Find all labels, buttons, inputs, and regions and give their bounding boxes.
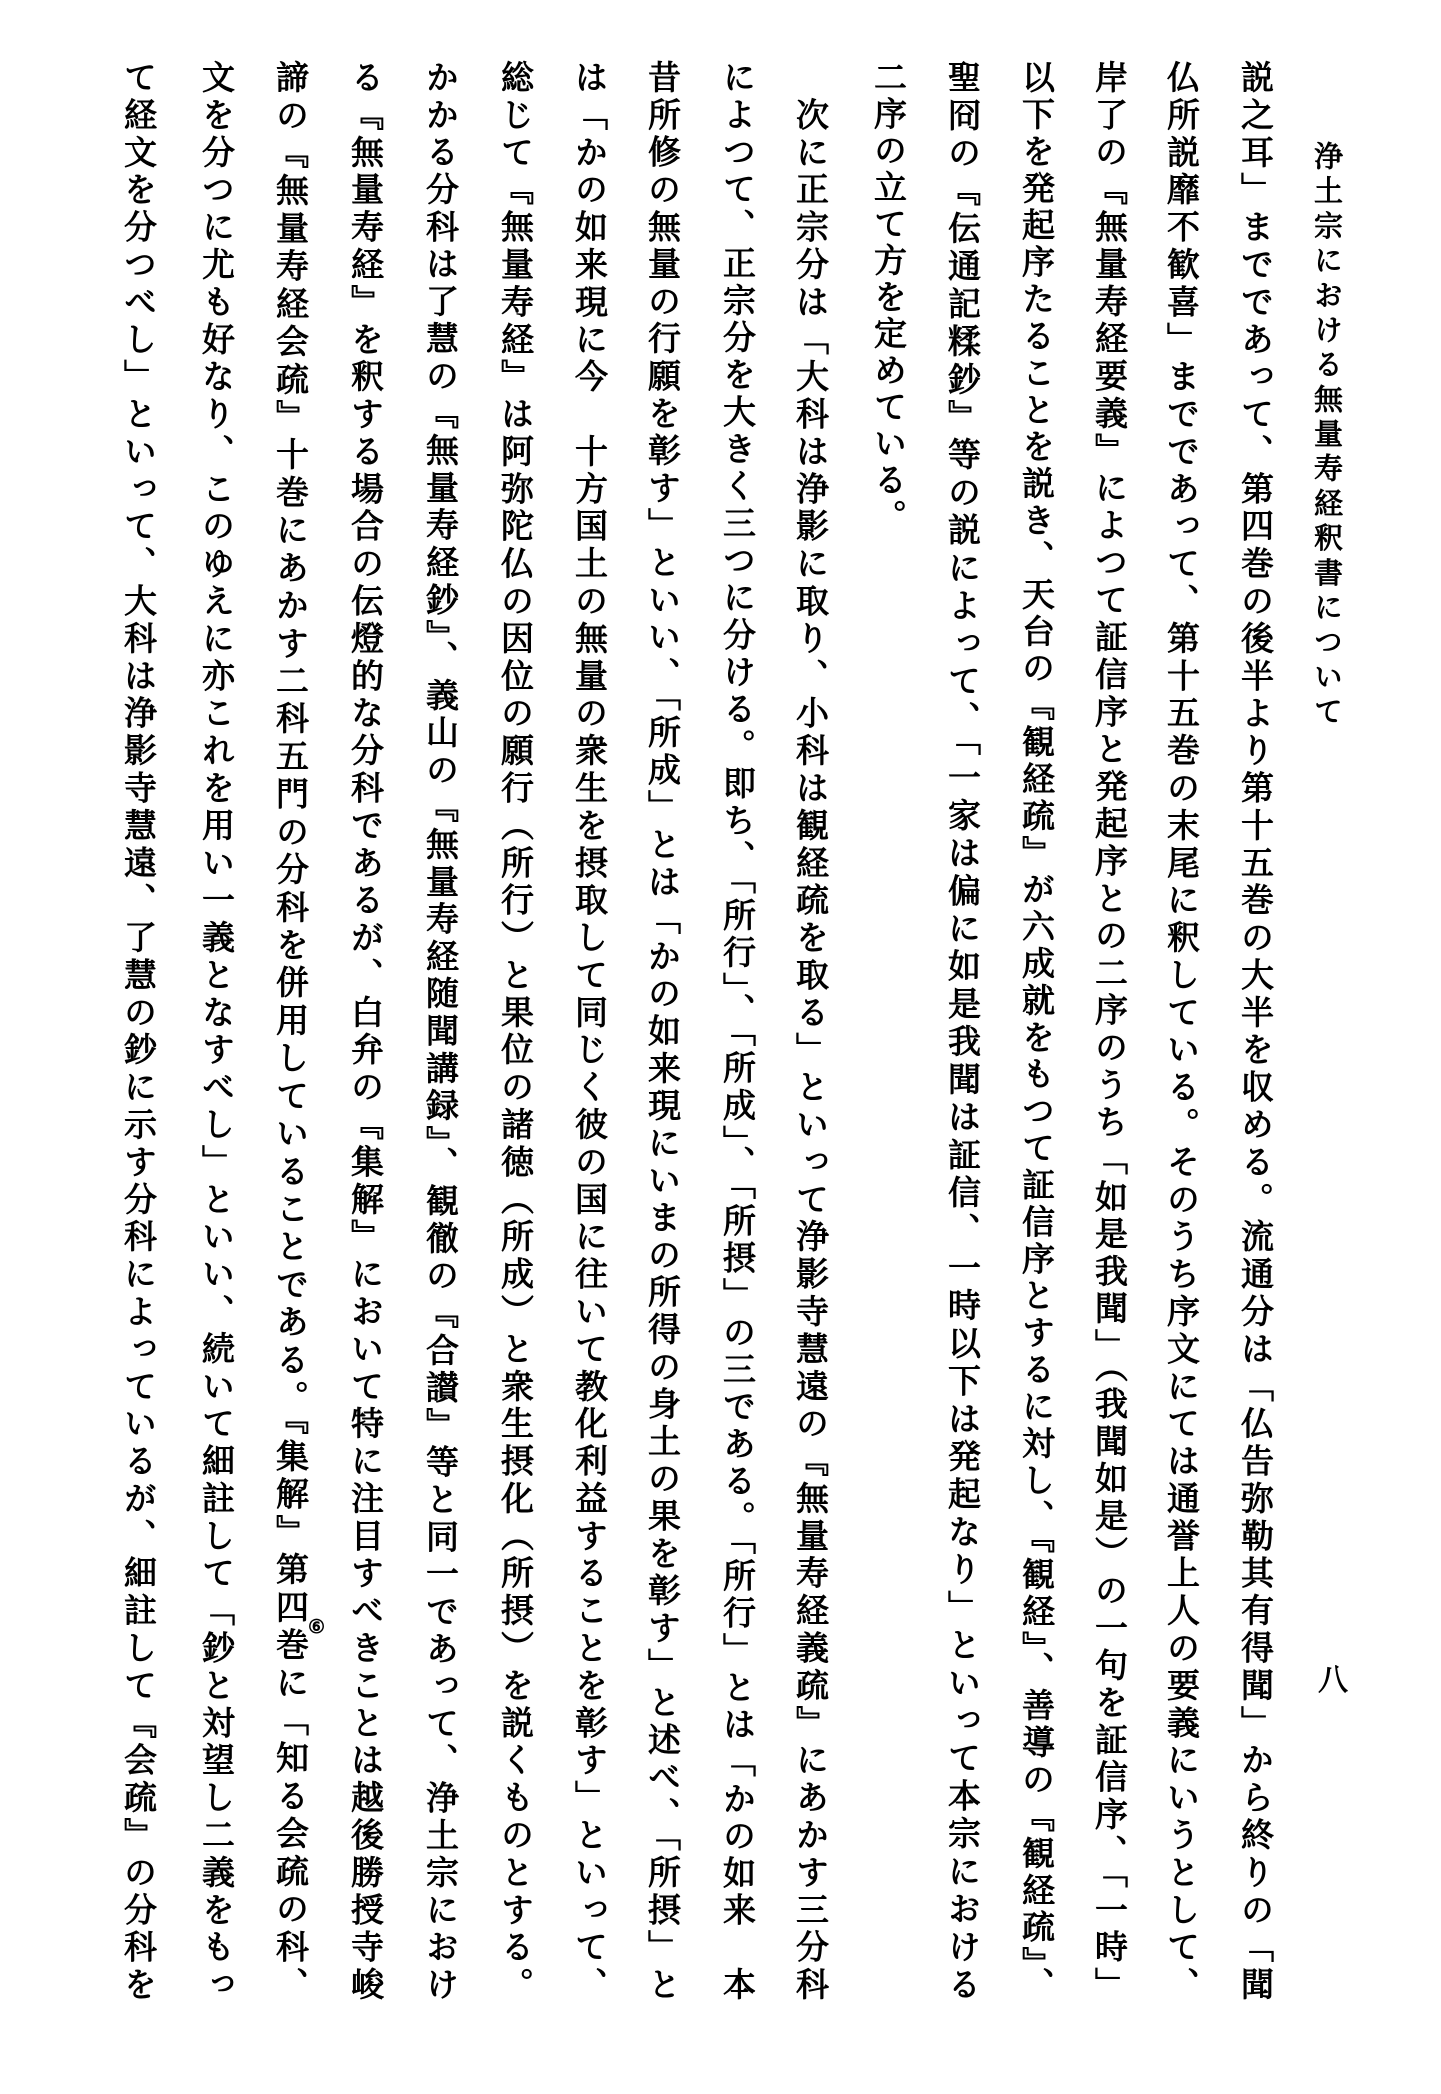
text-column-11: 総じて『無量寿経』は阿弥陀仏の因位の願行（所行）と果位の諸徳（所成）と衆生摂化（所摂）を説くものとする。 xyxy=(496,60,535,2000)
text-column-1: 説之耳」までであって、第四巻の後半より第十五巻の大半を収める。流通分は「仏告弥勒其有得聞」から終りの「聞 xyxy=(1236,60,1275,2001)
text-column-13: る『無量寿経』を釈する場合の伝燈的な分科であるが、白弁の『集解』において特に注目すべきことは越後勝授寺峻 xyxy=(346,60,385,2000)
text-column-4: 以下を発起序たることを説き、天台の『観経疏』が六成就をもつて証信序とするに対し、『観経』、善導の『観経疏』、 xyxy=(1017,60,1056,2000)
page-number: 八 xyxy=(1318,1663,1348,1698)
text-column-2: 仏所説靡不歓喜」までであって、第十五巻の末尾に釈している。そのうち序文にては通誉上人の要義にいうとして、 xyxy=(1162,60,1201,2000)
text-column-12: かかる分科は了慧の『無量寿経鈔』、義山の『無量寿経随聞講録』、観徹の『合讃』等と同一であって、浄土宗におけ xyxy=(421,60,460,2001)
text-column-9: 昔所修の無量の行願を彰す」といい、「所成」とは「かの如来現にいまの所得の身土の果を彰す」と述べ、「所摂」と xyxy=(643,60,682,2000)
text-column-14: 諦の『無量寿経会疏』十巻にあかす二科五門の分科を併用していることである。『集解』第四巻に「知る会疏の科、 xyxy=(271,60,310,2000)
text-column-7-paragraph-start: 次に正宗分は「大科は浄影に取り、小科は観経疏を取る」といって浄影寺慧遠の『無量寿経義疏』にあかす三分科 xyxy=(791,60,830,2000)
text-column-16: て経文を分つべし」といって、大科は浄影寺慧遠、了慧の鈔に示す分科によっているが、細註して『会疏』の分科を xyxy=(119,60,158,2000)
running-head-title: 浄土宗における無量寿経釈書について xyxy=(1310,141,1344,725)
footnote-reference-marker: ⑥ xyxy=(308,1616,326,1638)
text-column-6: 二序の立て方を定めている。 xyxy=(869,60,908,536)
text-column-3: 岸了の『無量寿経要義』によつて証信序と発起序との二序のうち「如是我聞」（我聞如是）の一句を証信序、「一時」 xyxy=(1090,60,1129,2000)
text-column-5: 聖冏の『伝通記糅鈔』等の説によって、「一家は偏に如是我聞は証信、一時以下は発起なり」といって本宗における xyxy=(943,60,982,2001)
text-column-10: は「かの如来現に今 十方国土の無量の衆生を摂取して同じく彼の国に往いて教化利益することを彰す」といって、 xyxy=(570,60,609,2000)
text-column-8: によつて、正宗分を大きく三つに分ける。即ち、「所行」、「所成」、「所摂」の三である。「所行」とは「かの如来 本 xyxy=(718,60,757,2000)
text-column-15: 文を分つに尤も好なり、このゆえに亦これを用い一義となすべし」といい、続いて細註して「鈔と対望し二義をもっ xyxy=(197,60,236,2000)
